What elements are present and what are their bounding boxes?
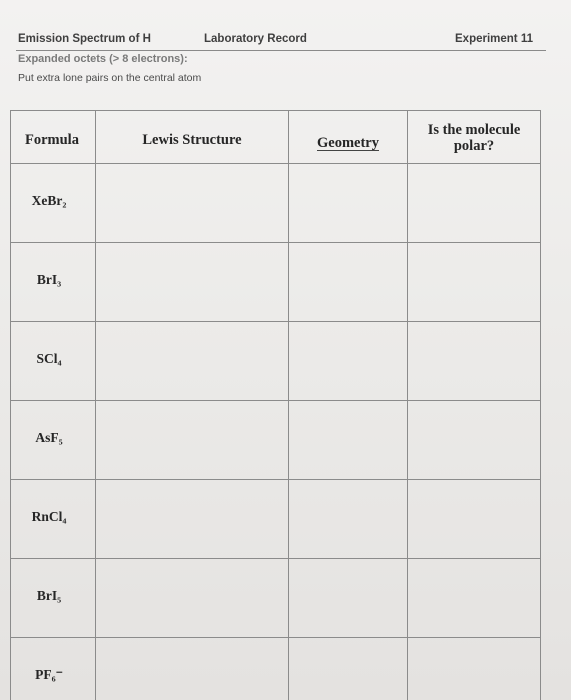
formula-cell: PF₆⁻ <box>11 638 96 700</box>
lewis-structure-cell[interactable] <box>96 638 289 700</box>
geometry-cell[interactable] <box>289 322 408 401</box>
polarity-cell[interactable] <box>408 164 541 243</box>
formula-cell: SCl₄ <box>11 322 96 401</box>
table-header-row <box>11 111 541 164</box>
lewis-structure-cell[interactable] <box>96 243 289 322</box>
formula-cell: BrI₃ <box>11 243 96 322</box>
formula-cell: XeBr₂ <box>11 164 96 243</box>
formula-cell: BrI₅ <box>11 559 96 638</box>
column-header-formula: Formula <box>11 111 96 164</box>
geometry-cell[interactable] <box>289 638 408 700</box>
column-header-polarity-line2: polar? <box>453 138 495 154</box>
column-header-geometry-text: Geometry <box>317 135 379 151</box>
lewis-structure-cell[interactable] <box>96 164 289 243</box>
polarity-cell[interactable] <box>408 243 541 322</box>
polarity-cell[interactable] <box>408 401 541 480</box>
table-row <box>11 638 541 700</box>
molecule-table <box>10 110 541 700</box>
formula-cell: AsF₅ <box>11 401 96 480</box>
polarity-cell[interactable] <box>408 559 541 638</box>
polarity-cell[interactable] <box>408 638 541 700</box>
lewis-structure-cell[interactable] <box>96 322 289 401</box>
geometry-cell[interactable] <box>289 401 408 480</box>
column-header-polarity <box>408 111 541 164</box>
section-instruction: Put extra lone pairs on the central atom <box>18 72 202 84</box>
table-row <box>11 480 541 559</box>
laboratory-record-label: Laboratory Record <box>204 33 307 45</box>
lewis-structure-cell[interactable] <box>96 401 289 480</box>
polarity-cell[interactable] <box>408 322 541 401</box>
section-heading: Expanded octets (> 8 electrons): <box>18 53 188 65</box>
table-row <box>11 559 541 638</box>
geometry-cell[interactable] <box>289 243 408 322</box>
table-row <box>11 322 541 401</box>
header-divider <box>16 50 546 51</box>
geometry-cell[interactable] <box>289 480 408 559</box>
geometry-cell[interactable] <box>289 164 408 243</box>
experiment-number: Experiment 11 <box>455 33 533 45</box>
column-header-polarity-line1: Is the molecule <box>427 122 521 138</box>
geometry-cell[interactable] <box>289 559 408 638</box>
column-header-geometry <box>289 111 408 164</box>
table-row <box>11 164 541 243</box>
formula-cell: RnCl₄ <box>11 480 96 559</box>
table-row <box>11 243 541 322</box>
lewis-structure-cell[interactable] <box>96 480 289 559</box>
column-header-lewis-structure: Lewis Structure <box>96 111 289 164</box>
table-row <box>11 401 541 480</box>
worksheet-title: Emission Spectrum of H <box>18 33 151 45</box>
polarity-cell[interactable] <box>408 480 541 559</box>
lewis-structure-cell[interactable] <box>96 559 289 638</box>
